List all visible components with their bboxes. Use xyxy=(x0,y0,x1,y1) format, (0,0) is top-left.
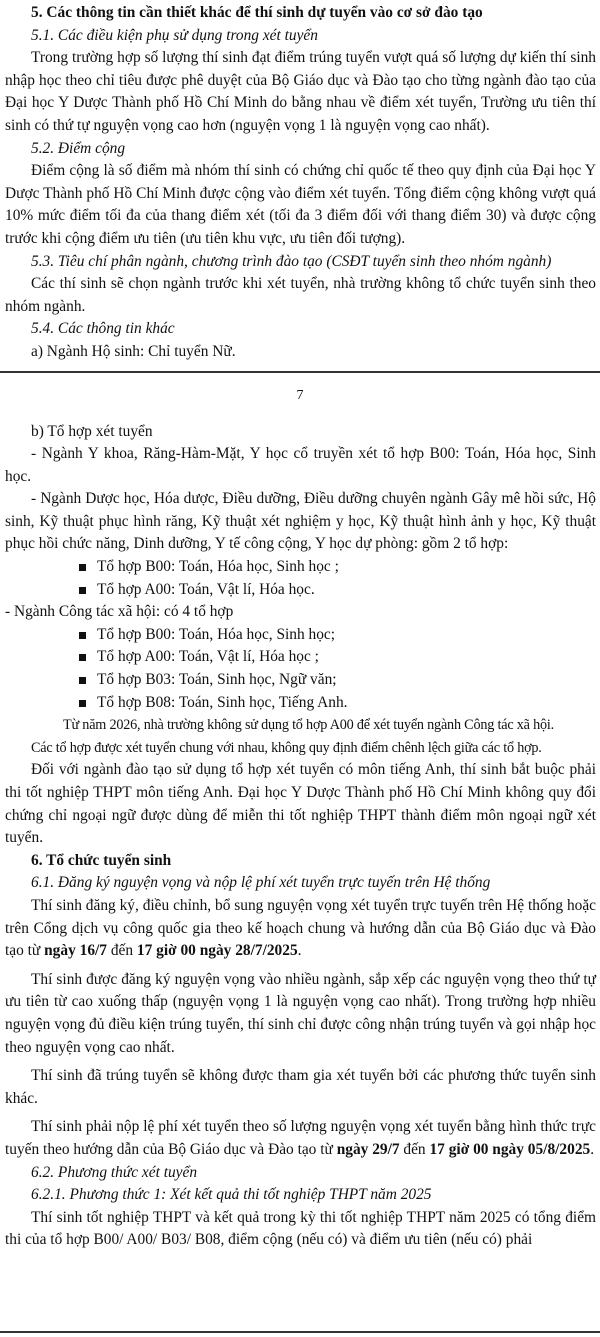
page-separator xyxy=(0,371,600,373)
note-2026: Từ năm 2026, nhà trường không sử dụng tổ hợp A00 để xét tuyển ngành Công tác xã hội. xyxy=(63,717,554,734)
english-requirement: Đối với ngành đào tạo sử dụng tổ hợp xét tuyển có môn tiếng Anh, thí sinh bắt buộc phải thi tốt nghiệp THPT môn tiếng Anh. Đại học Y Dược Thành phố Hồ Chí Minh không quy đổi chứng chỉ ngoại ngữ được dùng để miễn thi tốt nghiệp THPT thành điểm môn ngoại ngữ xét tuyển. xyxy=(5,761,596,847)
section-5-heading: 5. Các thông tin cần thiết khác để thí sinh dự tuyển vào cơ sở đào tạo xyxy=(31,4,483,21)
document-page-8 xyxy=(0,421,600,1252)
list-item: Tổ hợp A00: Toán, Vật lí, Hóa học. xyxy=(79,579,596,602)
para-text: đến xyxy=(399,1140,430,1158)
section-6-2-1-heading: 6.2.1. Phương thức 1: Xét kết quả thi tốt nghiệp THPT năm 2025 xyxy=(31,1186,432,1204)
section-6-2-1-text: Thí sinh tốt nghiệp THPT và kết quả trong kỳ thi tốt nghiệp THPT năm 2025 có tổng điểm thi của tổ hợp B00/ A00/ B03/ B08, điểm cộng (nếu có) và điểm ưu tiên (nếu có) phải xyxy=(5,1208,596,1249)
section-5-2-text: Điểm cộng là số điểm mà nhóm thí sinh có chứng chỉ quốc tế theo quy định của Đại học Y Dược Thành phố Hồ Chí Minh được cộng vào điểm xét tuyển. Tổng điểm cộng không vượt quá 10% mức điểm tối đa của thang điểm xét (tối đa 3 điểm đối với thang điểm 30) và được cộng trước khi cộng điểm ưu tiên (ưu tiên khu vực, ưu tiên đối tượng). xyxy=(5,162,596,247)
para-text: . xyxy=(297,942,302,960)
section-5-2-heading: 5.2. Điểm cộng xyxy=(31,139,126,157)
para-text: Thí sinh phải nộp lệ phí xét tuyển theo số lượng nguyện vọng xét tuyển bằng hình thức trực tuyến theo hướng dẫn của Bộ Giáo dục và Đào tạo từ xyxy=(5,1118,596,1158)
combos-social-work: - Ngành Công tác xã hội: có 4 tổ hợp xyxy=(5,603,234,621)
list-item: Tổ hợp B00: Toán, Hóa học, Sinh học; xyxy=(79,624,596,647)
list-item: Tổ hợp B00: Toán, Hóa học, Sinh học ; xyxy=(79,556,596,579)
date-start: ngày 16/7 xyxy=(44,942,107,960)
section-6-1-heading: 6.1. Đăng ký nguyện vọng và nộp lệ phí xét tuyển trực tuyến trên Hệ thống xyxy=(31,874,491,892)
para-text: đến xyxy=(106,942,137,960)
para-text: . xyxy=(590,1140,595,1158)
fee-date-end: 17 giờ 00 ngày 05/8/2025 xyxy=(429,1140,591,1158)
combos-social-work-list xyxy=(5,624,596,714)
fee-date-start: ngày 29/7 xyxy=(336,1140,400,1158)
list-item: Tổ hợp B03: Toán, Sinh học, Ngữ văn; xyxy=(79,669,596,692)
bottom-border xyxy=(0,1331,600,1333)
section-5-1-heading: 5.1. Các điều kiện phụ sử dụng trong xét tuyển xyxy=(31,26,318,44)
section-5-3-text: Các thí sinh sẽ chọn ngành trước khi xét tuyển, nhà trường không tổ chức tuyển sinh theo nhóm ngành. xyxy=(5,275,596,315)
section-5-3-heading: 5.3. Tiêu chí phân ngành, chương trình đào tạo (CSĐT tuyển sinh theo nhóm ngành) xyxy=(31,252,552,270)
section-6-heading: 6. Tổ chức tuyển sinh xyxy=(31,851,172,869)
section-5-4-heading: 5.4. Các thông tin khác xyxy=(31,320,175,338)
section-6-1-para-3: Thí sinh đã trúng tuyển sẽ không được tham gia xét tuyển bởi các phương thức tuyển sinh khác. xyxy=(5,1067,596,1107)
document-page xyxy=(0,0,600,364)
para-text: Thí sinh đăng ký, điều chỉnh, bổ sung nguyện vọng xét tuyển trực tuyến trên Hệ thống hoặc trên Cổng dịch vụ công quốc gia theo kế hoạch chung và hướng dẫn của Bộ Giáo dục và Đào tạo từ xyxy=(5,896,596,960)
page-number: 7 xyxy=(296,387,304,403)
combos-heading: b) Tổ hợp xét tuyển xyxy=(31,422,153,440)
combos-pharmacy-list xyxy=(5,556,596,601)
section-5-1-text: Trong trường hợp số lượng thí sinh đạt điểm trúng tuyển vượt quá số lượng dự kiến thí sinh nhập học theo chỉ tiêu được phê duyệt của Bộ Giáo dục và Đào tạo cho từng ngành đào tạo của Đại học Y Dược Thành phố Hồ Chí Minh do bằng nhau về điểm xét tuyển, Trường ưu tiên thí sinh có thứ tự nguyện vọng cao hơn (nguyện vọng 1 là nguyện vọng cao nhất). xyxy=(5,49,596,134)
list-item: Tổ hợp A00: Toán, Vật lí, Hóa học ; xyxy=(79,646,596,669)
combos-pharmacy: - Ngành Dược học, Hóa dược, Điều dưỡng, Điều dưỡng chuyên ngành Gây mê hồi sức, Hộ sinh, Kỹ thuật phục hình răng, Kỹ thuật xét nghiệm y học, Kỹ thuật hình ảnh y học, Kỹ thuật phục hồi chức năng, Dinh dưỡng, Y tế công cộng, Y học dự phòng: gồm 2 tổ hợp: xyxy=(5,490,596,553)
list-item: Tổ hợp B08: Toán, Sinh học, Tiếng Anh. xyxy=(79,692,596,715)
combos-medicine: - Ngành Y khoa, Răng-Hàm-Mặt, Y học cổ truyền xét tổ hợp B00: Toán, Hóa học, Sinh học. xyxy=(5,445,596,485)
combos-equal-note: Các tổ hợp được xét tuyển chung với nhau, không quy định điểm chênh lệch giữa các tổ hợp. xyxy=(31,739,542,756)
section-5-4-item-a: a) Ngành Hộ sinh: Chỉ tuyển Nữ. xyxy=(31,342,236,360)
section-6-1-para-2: Thí sinh được đăng ký nguyện vọng vào nhiều ngành, sắp xếp các nguyện vọng theo thứ tự ưu tiên từ cao xuống thấp (nguyện vọng 1 là nguyện vọng cao nhất). Trong trường hợp nhiều nguyện vọng đủ điều kiện trúng tuyển, thí sinh chỉ được công nhận trúng tuyển và gọi nhập học theo nguyện vọng cao nhất. xyxy=(5,970,596,1056)
section-6-1-para-4 xyxy=(5,1116,596,1161)
date-end: 17 giờ 00 ngày 28/7/2025 xyxy=(136,942,298,960)
section-6-1-para-1 xyxy=(5,895,596,963)
section-6-2-heading: 6.2. Phương thức xét tuyển xyxy=(31,1163,198,1181)
